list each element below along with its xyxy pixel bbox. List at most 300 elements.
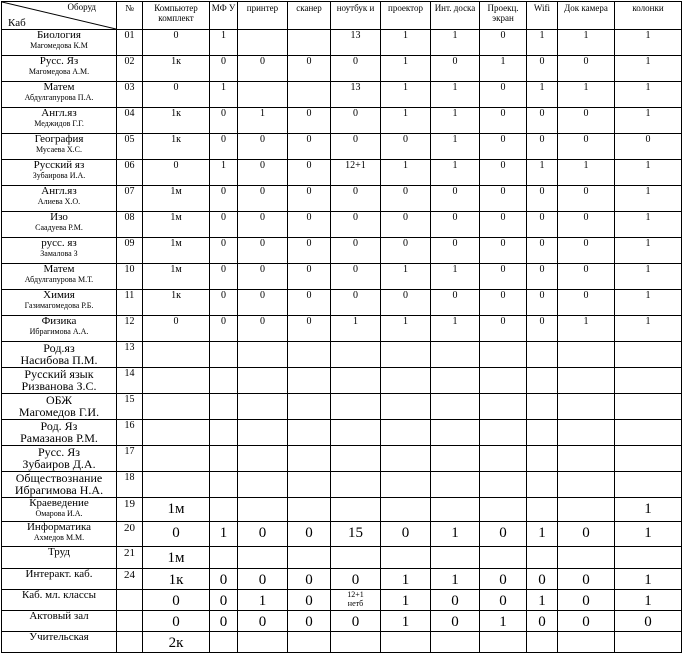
equipment-count-cell xyxy=(527,368,558,394)
equipment-count-cell: 0 xyxy=(558,212,615,238)
equipment-count-cell: 0 xyxy=(527,238,558,264)
corner-label-room: Каб xyxy=(8,17,26,29)
equipment-count-cell xyxy=(480,632,527,653)
subject-name: Русский яз xyxy=(33,159,85,171)
equipment-count-cell xyxy=(527,547,558,569)
equipment-count-cell: 0 xyxy=(288,56,331,82)
equipment-count-cell: 0 xyxy=(238,522,288,547)
table-row xyxy=(2,498,682,522)
equipment-count-cell: 0 xyxy=(431,238,480,264)
equipment-count-cell: 1 xyxy=(558,316,615,342)
equipment-count-cell xyxy=(238,82,288,108)
room-cell xyxy=(2,420,117,446)
equipment-count-cell: 0 xyxy=(558,290,615,316)
table-row xyxy=(2,547,682,569)
subject-name: Род. Яз xyxy=(40,419,78,433)
equipment-count-cell xyxy=(381,472,431,498)
equipment-count-cell: 1 xyxy=(210,160,238,186)
equipment-count-cell xyxy=(431,368,480,394)
equipment-count-cell xyxy=(238,498,288,522)
equipment-count-cell: 0 xyxy=(210,569,238,590)
table-row xyxy=(2,264,682,290)
equipment-count-cell xyxy=(431,498,480,522)
table-row xyxy=(2,632,682,653)
equipment-count-cell: 0 xyxy=(210,264,238,290)
room-cell xyxy=(2,290,117,316)
subject-name: Химия xyxy=(43,289,75,301)
equipment-count-cell: 1 xyxy=(615,290,682,316)
equipment-count-cell: 1 xyxy=(615,569,682,590)
equipment-count-cell: 1 xyxy=(210,30,238,56)
table-row xyxy=(2,611,682,632)
column-header: Док камера xyxy=(558,2,615,30)
equipment-count-cell: 1 xyxy=(238,590,288,611)
equipment-count-cell: 0 xyxy=(288,316,331,342)
equipment-count-cell xyxy=(210,632,238,653)
table-row xyxy=(2,212,682,238)
equipment-count-cell xyxy=(238,446,288,472)
equipment-count-cell: 0 xyxy=(210,238,238,264)
room-cell xyxy=(2,569,117,590)
room-cell xyxy=(2,368,117,394)
equipment-count-cell xyxy=(288,446,331,472)
equipment-count-cell xyxy=(143,472,210,498)
equipment-count-cell: 0 xyxy=(480,82,527,108)
equipment-count-cell xyxy=(331,342,381,368)
equipment-count-cell xyxy=(210,368,238,394)
equipment-count-cell xyxy=(331,368,381,394)
equipment-count-cell: 0 xyxy=(288,590,331,611)
equipment-inventory-table xyxy=(1,1,682,653)
equipment-count-cell: 0 xyxy=(558,134,615,160)
equipment-count-cell xyxy=(527,498,558,522)
equipment-count-cell: 1 xyxy=(238,108,288,134)
equipment-count-cell: 1 xyxy=(615,30,682,56)
equipment-count-cell xyxy=(431,446,480,472)
equipment-count-cell xyxy=(431,420,480,446)
equipment-count-cell: 0 xyxy=(331,611,381,632)
subject-name: Краеведение xyxy=(29,497,89,509)
equipment-count-cell: 0 xyxy=(381,522,431,547)
subject-name: Матем xyxy=(43,263,75,275)
equipment-count-cell xyxy=(480,394,527,420)
equipment-count-cell xyxy=(480,420,527,446)
table-row xyxy=(2,316,682,342)
equipment-count-cell xyxy=(431,547,480,569)
equipment-count-cell xyxy=(143,446,210,472)
equipment-count-cell: 0 xyxy=(558,522,615,547)
equipment-count-cell xyxy=(331,446,381,472)
equipment-count-cell: 0 xyxy=(431,611,480,632)
column-header: Проекц. экран xyxy=(480,2,527,30)
equipment-count-cell xyxy=(210,420,238,446)
room-number: 24 xyxy=(117,569,143,590)
subject-name: ОБЖ xyxy=(45,393,72,407)
equipment-count-cell: 0 xyxy=(527,290,558,316)
room-cell xyxy=(2,446,117,472)
subject-name: Физика xyxy=(41,315,77,327)
teacher-name: Ахмедов М.М. xyxy=(33,533,85,542)
equipment-count-cell xyxy=(381,342,431,368)
equipment-count-cell xyxy=(143,368,210,394)
room-cell xyxy=(2,611,117,632)
equipment-count-cell: 0 xyxy=(527,56,558,82)
equipment-count-cell: 0 xyxy=(210,212,238,238)
equipment-count-cell xyxy=(210,472,238,498)
equipment-count-cell xyxy=(480,368,527,394)
equipment-count-cell: 0 xyxy=(480,264,527,290)
equipment-count-cell: 1м xyxy=(143,264,210,290)
room-cell xyxy=(2,522,117,547)
column-header: проектор xyxy=(381,2,431,30)
equipment-count-cell xyxy=(238,368,288,394)
column-header: Инт. доска xyxy=(431,2,480,30)
table-row xyxy=(2,590,682,611)
equipment-count-cell: 0 xyxy=(288,108,331,134)
teacher-name: Мусаева Х.С. xyxy=(36,145,82,154)
equipment-count-cell xyxy=(615,446,682,472)
equipment-count-cell: 1 xyxy=(558,30,615,56)
equipment-count-cell: 0 xyxy=(143,30,210,56)
equipment-count-cell: 0 xyxy=(288,290,331,316)
equipment-count-cell: 0 xyxy=(527,186,558,212)
subject-name: Актовый зал xyxy=(29,610,89,622)
equipment-count-cell xyxy=(615,394,682,420)
equipment-count-cell xyxy=(558,394,615,420)
equipment-count-cell: 0 xyxy=(288,134,331,160)
room-cell xyxy=(2,134,117,160)
subject-name: Интеракт. каб. xyxy=(25,568,93,580)
teacher-name: Зубаиров Д.А. xyxy=(22,457,96,471)
table-row xyxy=(2,108,682,134)
room-cell xyxy=(2,30,117,56)
equipment-count-cell xyxy=(480,498,527,522)
room-number: 08 xyxy=(117,212,143,238)
equipment-count-cell: 1 xyxy=(431,82,480,108)
subject-name: География xyxy=(34,133,84,145)
equipment-count-cell: 0 xyxy=(210,316,238,342)
teacher-name: Насибова П.М. xyxy=(20,353,98,367)
equipment-count-cell: 0 xyxy=(431,186,480,212)
equipment-count-cell: 1м xyxy=(143,238,210,264)
equipment-count-cell xyxy=(288,368,331,394)
equipment-count-cell xyxy=(480,446,527,472)
room-number: 18 xyxy=(117,472,143,498)
teacher-name: Алиева Х.О. xyxy=(37,197,81,206)
room-number: 11 xyxy=(117,290,143,316)
equipment-count-cell xyxy=(288,342,331,368)
teacher-name: Магомедова А.М. xyxy=(28,67,90,76)
equipment-count-cell: 0 xyxy=(480,186,527,212)
header-row xyxy=(2,2,682,30)
room-number: 09 xyxy=(117,238,143,264)
equipment-count-cell xyxy=(331,472,381,498)
equipment-count-cell: 0 xyxy=(381,186,431,212)
equipment-count-cell: 0 xyxy=(210,108,238,134)
room-number xyxy=(117,632,143,653)
equipment-count-cell: 1 xyxy=(381,108,431,134)
equipment-count-cell: 1 xyxy=(558,160,615,186)
subject-name: Русс. Яз xyxy=(39,55,79,67)
equipment-count-cell: 0 xyxy=(288,160,331,186)
equipment-count-cell: 0 xyxy=(210,590,238,611)
equipment-count-cell: 0 xyxy=(527,611,558,632)
room-number xyxy=(117,611,143,632)
table-row xyxy=(2,522,682,547)
header-corner-cell xyxy=(2,2,117,30)
room-number: 07 xyxy=(117,186,143,212)
equipment-count-cell: 0 xyxy=(527,108,558,134)
equipment-count-cell: 0 xyxy=(288,212,331,238)
column-header: МФ У xyxy=(210,2,238,30)
equipment-count-cell xyxy=(527,472,558,498)
equipment-count-cell: 0 xyxy=(143,611,210,632)
table-body xyxy=(2,30,682,653)
subject-name: Русс. Яз xyxy=(37,445,81,459)
equipment-count-cell xyxy=(480,547,527,569)
teacher-name: Абдулгапурова М.Т. xyxy=(24,275,94,284)
equipment-count-cell xyxy=(331,420,381,446)
room-number: 06 xyxy=(117,160,143,186)
room-number: 02 xyxy=(117,56,143,82)
equipment-count-cell xyxy=(288,472,331,498)
equipment-count-cell: 1 xyxy=(527,522,558,547)
equipment-count-cell: 1 xyxy=(558,82,615,108)
equipment-count-cell: 0 xyxy=(480,134,527,160)
table-row xyxy=(2,420,682,446)
equipment-count-cell xyxy=(381,394,431,420)
equipment-count-cell xyxy=(615,420,682,446)
column-header: № xyxy=(117,2,143,30)
equipment-count-cell: 0 xyxy=(143,82,210,108)
equipment-count-cell: 1 xyxy=(431,522,480,547)
column-header: колонки xyxy=(615,2,682,30)
equipment-count-cell: 1 xyxy=(381,30,431,56)
column-header: Компьютер комплект xyxy=(143,2,210,30)
table-row xyxy=(2,446,682,472)
equipment-count-cell: 1м xyxy=(143,186,210,212)
equipment-count-cell: 0 xyxy=(143,590,210,611)
equipment-count-cell xyxy=(381,446,431,472)
subject-name: Труд xyxy=(47,546,71,558)
equipment-count-cell: 1 xyxy=(431,264,480,290)
table-row xyxy=(2,238,682,264)
equipment-count-cell: 1 xyxy=(615,522,682,547)
equipment-count-cell xyxy=(615,472,682,498)
teacher-name: Абдулгапурова П.А. xyxy=(24,93,94,102)
table-row xyxy=(2,186,682,212)
table-row xyxy=(2,394,682,420)
equipment-count-cell: 0 xyxy=(431,290,480,316)
equipment-count-cell xyxy=(381,368,431,394)
room-number: 17 xyxy=(117,446,143,472)
room-cell xyxy=(2,160,117,186)
equipment-count-cell: 0 xyxy=(331,134,381,160)
equipment-count-cell xyxy=(558,472,615,498)
equipment-count-cell: 1 xyxy=(431,30,480,56)
room-cell xyxy=(2,342,117,368)
equipment-count-cell: 0 xyxy=(480,590,527,611)
equipment-count-cell: 1 xyxy=(615,82,682,108)
equipment-count-cell: 0 xyxy=(558,264,615,290)
equipment-count-cell: 0 xyxy=(143,522,210,547)
room-number xyxy=(117,590,143,611)
equipment-count-cell: 0 xyxy=(558,590,615,611)
equipment-count-cell xyxy=(480,342,527,368)
equipment-count-cell: 0 xyxy=(381,212,431,238)
room-cell xyxy=(2,212,117,238)
corner-label-equipment: Оборуд xyxy=(67,2,96,12)
equipment-count-cell: 0 xyxy=(527,316,558,342)
table-row xyxy=(2,569,682,590)
table-row xyxy=(2,30,682,56)
equipment-count-cell: 0 xyxy=(527,264,558,290)
equipment-count-cell: 0 xyxy=(331,264,381,290)
equipment-count-cell xyxy=(143,394,210,420)
equipment-count-cell: 0 xyxy=(210,134,238,160)
equipment-count-cell: 0 xyxy=(381,290,431,316)
equipment-count-cell xyxy=(615,368,682,394)
equipment-count-cell: 0 xyxy=(288,264,331,290)
equipment-count-cell: 0 xyxy=(238,264,288,290)
equipment-count-cell: 0 xyxy=(238,134,288,160)
equipment-count-cell: 1 xyxy=(527,82,558,108)
teacher-name: Магомедов Г.И. xyxy=(18,405,100,419)
equipment-count-cell: 1 xyxy=(615,160,682,186)
equipment-count-cell xyxy=(558,632,615,653)
equipment-count-cell: 0 xyxy=(288,238,331,264)
equipment-count-cell xyxy=(558,420,615,446)
equipment-count-cell xyxy=(238,30,288,56)
equipment-count-cell: 0 xyxy=(238,316,288,342)
equipment-count-cell xyxy=(288,394,331,420)
equipment-count-cell: 1 xyxy=(615,212,682,238)
room-number: 10 xyxy=(117,264,143,290)
equipment-count-cell: 0 xyxy=(431,56,480,82)
table-row xyxy=(2,134,682,160)
equipment-count-cell: 0 xyxy=(331,56,381,82)
equipment-count-cell: 0 xyxy=(558,108,615,134)
equipment-count-cell: 1 xyxy=(527,160,558,186)
equipment-count-cell: 15 xyxy=(331,522,381,547)
equipment-count-cell: 1 xyxy=(615,108,682,134)
column-header: сканер xyxy=(288,2,331,30)
equipment-count-cell: 1к xyxy=(143,290,210,316)
teacher-name: Ибрагимова А.А. xyxy=(29,327,89,336)
equipment-count-cell: 0 xyxy=(558,611,615,632)
room-cell xyxy=(2,590,117,611)
equipment-count-cell xyxy=(381,498,431,522)
equipment-count-cell: 0 xyxy=(238,290,288,316)
equipment-count-cell: 1 xyxy=(381,569,431,590)
equipment-count-cell: 0 xyxy=(238,212,288,238)
equipment-count-cell: 1 xyxy=(381,160,431,186)
inventory-table-wrap xyxy=(1,1,682,653)
equipment-count-cell: 0 xyxy=(558,238,615,264)
equipment-count-cell: 1 xyxy=(615,238,682,264)
room-number: 01 xyxy=(117,30,143,56)
equipment-count-cell: 1 xyxy=(381,611,431,632)
equipment-count-cell: 0 xyxy=(527,134,558,160)
equipment-count-cell xyxy=(431,632,480,653)
equipment-count-cell xyxy=(210,547,238,569)
equipment-count-cell xyxy=(558,342,615,368)
equipment-count-cell: 0 xyxy=(143,316,210,342)
teacher-name: Магомедова К.М xyxy=(30,41,88,50)
equipment-count-cell: 1 xyxy=(210,82,238,108)
column-header: ноутбук и xyxy=(331,2,381,30)
equipment-count-cell: 1к xyxy=(143,108,210,134)
equipment-count-cell: 0 xyxy=(480,569,527,590)
equipment-count-cell: 0 xyxy=(480,522,527,547)
equipment-count-cell: 1м xyxy=(143,212,210,238)
table-row xyxy=(2,82,682,108)
equipment-count-cell: 0 xyxy=(480,30,527,56)
equipment-count-cell: 0 xyxy=(288,522,331,547)
teacher-name: Рамазанов Р.М. xyxy=(20,431,98,445)
equipment-count-cell: 1 xyxy=(615,264,682,290)
subject-name: Учительская xyxy=(29,631,89,643)
equipment-count-cell: 1м xyxy=(143,547,210,569)
equipment-count-cell xyxy=(288,30,331,56)
equipment-count-cell: 0 xyxy=(480,108,527,134)
equipment-count-cell: 0 xyxy=(558,186,615,212)
equipment-count-cell xyxy=(527,342,558,368)
subject-name: Русский язык xyxy=(24,367,94,381)
room-number: 03 xyxy=(117,82,143,108)
equipment-count-cell: 1 xyxy=(431,316,480,342)
equipment-count-cell xyxy=(143,342,210,368)
equipment-count-cell xyxy=(210,498,238,522)
equipment-count-cell: 0 xyxy=(238,611,288,632)
subject-name: Обществознание xyxy=(15,471,103,485)
equipment-count-cell: 0 xyxy=(558,56,615,82)
equipment-count-cell xyxy=(238,394,288,420)
equipment-count-cell: 0 xyxy=(431,590,480,611)
equipment-count-cell xyxy=(480,472,527,498)
table-row xyxy=(2,368,682,394)
equipment-count-cell xyxy=(527,394,558,420)
equipment-count-cell: 1 xyxy=(615,498,682,522)
equipment-count-cell xyxy=(331,632,381,653)
equipment-count-cell: 0 xyxy=(480,238,527,264)
equipment-count-cell xyxy=(381,632,431,653)
equipment-count-cell xyxy=(238,342,288,368)
equipment-count-cell: 1 xyxy=(381,82,431,108)
equipment-count-cell: 0 xyxy=(480,160,527,186)
equipment-count-cell: 0 xyxy=(331,186,381,212)
equipment-count-cell: 0 xyxy=(615,134,682,160)
equipment-count-cell: 0 xyxy=(480,290,527,316)
equipment-count-cell: 1 xyxy=(480,611,527,632)
column-header: Wifi xyxy=(527,2,558,30)
equipment-count-cell: 0 xyxy=(143,160,210,186)
room-cell xyxy=(2,56,117,82)
equipment-count-cell: 1 xyxy=(615,590,682,611)
equipment-count-cell: 0 xyxy=(238,186,288,212)
equipment-count-cell xyxy=(210,446,238,472)
equipment-count-cell xyxy=(558,547,615,569)
equipment-count-cell xyxy=(288,632,331,653)
equipment-count-cell: 0 xyxy=(615,611,682,632)
equipment-count-cell: 1к xyxy=(143,569,210,590)
room-number: 16 xyxy=(117,420,143,446)
equipment-count-cell: 1 xyxy=(381,316,431,342)
equipment-count-cell: 1м xyxy=(143,498,210,522)
room-cell xyxy=(2,186,117,212)
equipment-count-cell xyxy=(431,394,480,420)
equipment-count-cell: 0 xyxy=(331,290,381,316)
